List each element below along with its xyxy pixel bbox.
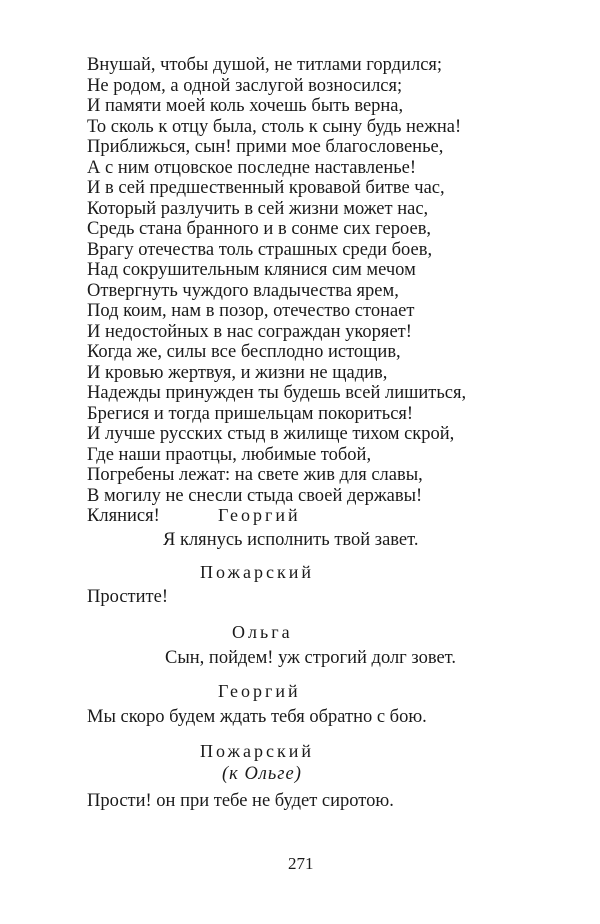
speaker-name: Пожарский [200,741,314,761]
verse-line: Надежды принужден ты будешь всей лишиться, [87,383,467,403]
dialogue-line: Простите! [87,587,168,607]
page-number: 271 [288,854,314,873]
verse-line: И памяти моей коль хочешь быть верна, [87,96,404,116]
verse-line: Внушай, чтобы душой, не титлами гордился; [87,55,443,75]
verse-line: Средь стана бранного и в сонме сих героев, [87,219,432,239]
verse-line: Клянися! [87,506,160,526]
verse-line: И лучше русских стыд в жилище тихом скрой, [87,424,455,444]
verse-line: Над сокрушительным клянися сим мечом [87,260,416,280]
verse-line: Где наши праотцы, любимые тобой, [87,444,372,465]
verse-line: А с ним отцовское последне наставленье! [87,157,417,178]
verse-line: То сколь к отцу была, столь к сыну будь нежна! [87,116,462,137]
verse-line: Врагу отечества толь страшных среди боев, [87,239,433,260]
dialogue-line: Я клянусь исполнить твой завет. [163,530,419,550]
verse-block [87,55,466,527]
verse-line: И в сей предшественный кровавой битве час, [87,178,445,198]
verse-line: Брегися и тогда пришельцам покориться! [87,403,414,424]
speaker-name: Георгий [218,505,301,525]
speaker-name: Георгий [218,681,301,701]
verse-line: Под коим, нам в позор, отечество стонает [87,301,415,321]
verse-line: Когда же, силы все бесплодно истощив, [87,342,401,362]
verse-line: Приближься, сын! прими мое благословенье, [87,137,444,157]
verse-line: Который разлучить в сей жизни может нас, [87,198,429,219]
verse-line: И недостойных в нас сограждан укоряет! [87,321,412,342]
verse-line: Отвергнуть чуждого владычества ярем, [87,280,399,301]
verse-line: Погребены лежат: на свете жив для славы, [87,465,423,485]
verse-line: Не родом, а одной заслугой возносился; [87,75,403,96]
speaker-name: Пожарский [200,562,314,582]
verse-line: И кровью жертвуя, и жизни не щадив, [87,362,388,383]
dialogue-line: Прости! он при тебе не будет сиротою. [87,791,394,811]
speaker-name: Ольга [232,622,293,642]
verse-line: В могилу не снесли стыда своей державы! [87,485,423,506]
stage-direction: (к Ольге) [222,764,302,784]
dialogue-line: Сын, пойдем! уж строгий долг зовет. [165,648,457,668]
dialogue-line: Мы скоро будем ждать тебя обратно с бою. [87,707,427,727]
